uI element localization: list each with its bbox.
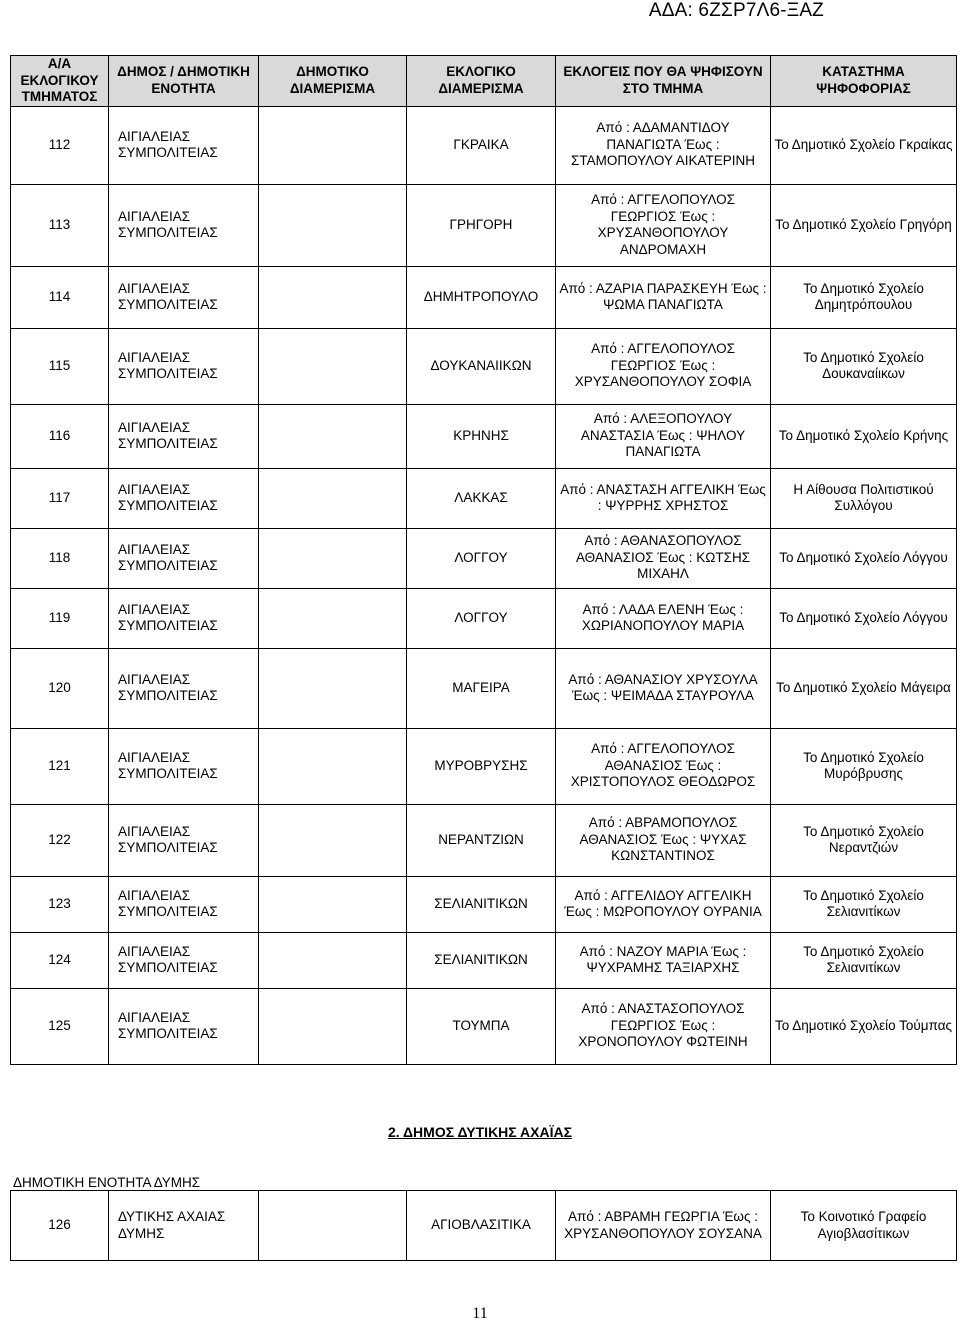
polling-stations-table [10, 55, 957, 1065]
voters-range-cell: Από : ΑΒΡΑΜΗ ΓΕΩΡΓΙΑ Έως : ΧΡΥΣΑΝΘΟΠΟΥΛΟΥ ΣΟΥΣΑΝΑ [556, 1191, 771, 1261]
municipality-cell: ΑΙΓΙΑΛΕΙΑΣ ΣΥΜΠΟΛΙΤΕΙΑΣ [109, 728, 259, 804]
table-row [11, 328, 957, 404]
voters-range-cell: Από : ΑΝΑΣΤΑΣΗ ΑΓΓΕΛΙΚΗ Έως : ΨΥΡΡΗΣ ΧΡΗΣΤΟΣ [556, 468, 771, 528]
header-cell: ΕΚΛΟΓΕΙΣ ΠΟΥ ΘΑ ΨΗΦΙΣΟΥΝ ΣΤΟ ΤΜΗΜΑ [556, 56, 771, 107]
section-number: 119 [11, 588, 109, 648]
polling-station-cell: Το Δημοτικό Σχολείο Γρηγόρη [771, 184, 957, 266]
polling-station-cell: Το Δημοτικό Σχολείο Γκραίκας [771, 106, 957, 184]
polling-stations-table-2 [10, 1190, 957, 1261]
district-cell [259, 328, 407, 404]
district-cell [259, 528, 407, 588]
electoral-district-cell: ΛΟΓΓΟΥ [407, 528, 556, 588]
section-number: 118 [11, 528, 109, 588]
section-number: 113 [11, 184, 109, 266]
municipality-cell: ΑΙΓΙΑΛΕΙΑΣ ΣΥΜΠΟΛΙΤΕΙΑΣ [109, 528, 259, 588]
voters-range-cell: Από : ΑΛΕΞΟΠΟΥΛΟΥ ΑΝΑΣΤΑΣΙΑ Έως : ΨΗΛΟΥ ΠΑΝΑΓΙΩΤΑ [556, 404, 771, 468]
polling-station-cell: Το Δημοτικό Σχολείο Λόγγου [771, 588, 957, 648]
polling-station-cell: Το Δημοτικό Σχολείο Τούμπας [771, 988, 957, 1064]
section-number: 117 [11, 468, 109, 528]
voters-range-cell: Από : ΑΓΓΕΛΟΠΟΥΛΟΣ ΓΕΩΡΓΙΟΣ Έως : ΧΡΥΣΑΝΘΟΠΟΥΛΟΥ ΣΟΦΙΑ [556, 328, 771, 404]
electoral-district-cell: ΣΕΛΙΑΝΙΤΙΚΩΝ [407, 876, 556, 932]
section-number: 122 [11, 804, 109, 876]
table-row [11, 184, 957, 266]
district-cell [259, 988, 407, 1064]
district-cell [259, 184, 407, 266]
district-cell [259, 804, 407, 876]
electoral-district-cell: ΝΕΡΑΝΤΖΙΩΝ [407, 804, 556, 876]
table-row [11, 648, 957, 728]
table-row [11, 106, 957, 184]
voters-range-cell: Από : ΑΓΓΕΛΟΠΟΥΛΟΣ ΑΘΑΝΑΣΙΟΣ Έως : ΧΡΙΣΤΟΠΟΥΛΟΣ ΘΕΟΔΩΡΟΣ [556, 728, 771, 804]
voters-range-cell: Από : ΑΓΓΕΛΙΔΟΥ ΑΓΓΕΛΙΚΗ Έως : ΜΩΡΟΠΟΥΛΟΥ ΟΥΡΑΝΙΑ [556, 876, 771, 932]
table-row [11, 1191, 957, 1261]
voters-range-cell: Από : ΑΒΡΑΜΟΠΟΥΛΟΣ ΑΘΑΝΑΣΙΟΣ Έως : ΨΥΧΑΣ ΚΩΝΣΤΑΝΤΙΝΟΣ [556, 804, 771, 876]
polling-station-cell: Το Δημοτικό Σχολείο Δημητρόπουλου [771, 266, 957, 328]
polling-station-cell: Το Δημοτικό Σχολείο Νεραντζιών [771, 804, 957, 876]
electoral-district-cell: ΔΗΜΗΤΡΟΠΟΥΛΟ [407, 266, 556, 328]
polling-station-cell: Το Δημοτικό Σχολείο Κρήνης [771, 404, 957, 468]
voters-range-cell: Από : ΑΔΑΜΑΝΤΙΔΟΥ ΠΑΝΑΓΙΩΤΑ Έως : ΣΤΑΜΟΠΟΥΛΟΥ ΑΙΚΑΤΕΡΙΝΗ [556, 106, 771, 184]
section-number: 112 [11, 106, 109, 184]
district-cell [259, 876, 407, 932]
electoral-district-cell: ΓΚΡΑΙΚΑ [407, 106, 556, 184]
table-row [11, 404, 957, 468]
section-number: 120 [11, 648, 109, 728]
table-row [11, 728, 957, 804]
electoral-district-cell: ΑΓΙΟΒΛΑΣΙΤΙΚΑ [407, 1191, 556, 1261]
section-number: 124 [11, 932, 109, 988]
section-number: 114 [11, 266, 109, 328]
electoral-district-cell: ΣΕΛΙΑΝΙΤΙΚΩΝ [407, 932, 556, 988]
district-cell [259, 106, 407, 184]
section-number: 116 [11, 404, 109, 468]
ada-code: ΑΔΑ: 6ΖΣΡ7Λ6-ΞΑΖ [648, 0, 824, 21]
section-number: 115 [11, 328, 109, 404]
table-row [11, 468, 957, 528]
table-row [11, 588, 957, 648]
district-cell [259, 468, 407, 528]
electoral-district-cell: ΛΑΚΚΑΣ [407, 468, 556, 528]
voters-range-cell: Από : ΑΓΓΕΛΟΠΟΥΛΟΣ ΓΕΩΡΓΙΟΣ Έως : ΧΡΥΣΑΝΘΟΠΟΥΛΟΥ ΑΝΔΡΟΜΑΧΗ [556, 184, 771, 266]
voters-range-cell: Από : ΝΑΖΟΥ ΜΑΡΙΑ Έως : ΨΥΧΡΑΜΗΣ ΤΑΞΙΑΡΧΗΣ [556, 932, 771, 988]
district-cell [259, 648, 407, 728]
electoral-district-cell: ΜΥΡΟΒΡΥΣΗΣ [407, 728, 556, 804]
polling-station-cell: Το Δημοτικό Σχολείο Δουκαναίικων [771, 328, 957, 404]
header-cell: ΚΑΤΑΣΤΗΜΑ ΨΗΦΟΦΟΡΙΑΣ [771, 56, 957, 107]
table-row [11, 932, 957, 988]
polling-station-cell: Το Δημοτικό Σχολείο Σελιανιτίκων [771, 932, 957, 988]
polling-station-cell: Το Δημοτικό Σχολείο Λόγγου [771, 528, 957, 588]
section-number: 121 [11, 728, 109, 804]
district-cell [259, 588, 407, 648]
polling-station-cell: Το Δημοτικό Σχολείο Μάγειρα [771, 648, 957, 728]
municipality-cell: ΑΙΓΙΑΛΕΙΑΣ ΣΥΜΠΟΛΙΤΕΙΑΣ [109, 804, 259, 876]
polling-station-cell: Το Δημοτικό Σχολείο Σελιανιτίκων [771, 876, 957, 932]
section-title: 2. ΔΗΜΟΣ ΔΥΤΙΚΗΣ ΑΧΑΪΑΣ [387, 1124, 573, 1140]
polling-station-cell: Το Κοινοτικό Γραφείο Αγιοβλασίτικων [771, 1191, 957, 1261]
page-number: 11 [472, 1305, 488, 1322]
voters-range-cell: Από : ΑΘΑΝΑΣΙΟΥ ΧΡΥΣΟΥΛΑ Έως : ΨΕΙΜΑΔΑ ΣΤΑΥΡΟΥΛΑ [556, 648, 771, 728]
municipality-cell: ΑΙΓΙΑΛΕΙΑΣ ΣΥΜΠΟΛΙΤΕΙΑΣ [109, 404, 259, 468]
voters-range-cell: Από : ΑΘΑΝΑΣΟΠΟΥΛΟΣ ΑΘΑΝΑΣΙΟΣ Έως : ΚΩΤΣΗΣ ΜΙΧΑΗΛ [556, 528, 771, 588]
table-row [11, 876, 957, 932]
district-cell [259, 728, 407, 804]
polling-station-cell: Το Δημοτικό Σχολείο Μυρόβρυσης [771, 728, 957, 804]
header-cell: ΔΗΜΟΣ / ΔΗΜΟΤΙΚΗ ΕΝΟΤΗΤΑ [109, 56, 259, 107]
municipality-cell: ΔΥΤΙΚΗΣ ΑΧΑΙΑΣ ΔΥΜΗΣ [109, 1191, 259, 1261]
header-cell: Α/Α ΕΚΛΟΓΙΚΟΥ ΤΜΗΜΑΤΟΣ [11, 56, 109, 107]
municipality-cell: ΑΙΓΙΑΛΕΙΑΣ ΣΥΜΠΟΛΙΤΕΙΑΣ [109, 106, 259, 184]
table-header-row [11, 56, 957, 107]
district-cell [259, 266, 407, 328]
electoral-district-cell: ΜΑΓΕΙΡΑ [407, 648, 556, 728]
table-row [11, 988, 957, 1064]
section-number: 123 [11, 876, 109, 932]
municipality-cell: ΑΙΓΙΑΛΕΙΑΣ ΣΥΜΠΟΛΙΤΕΙΑΣ [109, 266, 259, 328]
electoral-district-cell: ΤΟΥΜΠΑ [407, 988, 556, 1064]
district-cell [259, 404, 407, 468]
voters-range-cell: Από : ΑΝΑΣΤΑΣΟΠΟΥΛΟΣ ΓΕΩΡΓΙΟΣ Έως : ΧΡΟΝΟΠΟΥΛΟΥ ΦΩΤΕΙΝΗ [556, 988, 771, 1064]
district-cell [259, 1191, 407, 1261]
table-row [11, 528, 957, 588]
municipality-cell: ΑΙΓΙΑΛΕΙΑΣ ΣΥΜΠΟΛΙΤΕΙΑΣ [109, 328, 259, 404]
header-cell: ΕΚΛΟΓΙΚΟ ΔΙΑΜΕΡΙΣΜΑ [407, 56, 556, 107]
table-row [11, 266, 957, 328]
electoral-district-cell: ΔΟΥΚΑΝΑΙΙΚΩΝ [407, 328, 556, 404]
municipal-unit-title: ΔΗΜΟΤΙΚΗ ΕΝΟΤΗΤΑ ΔΥΜΗΣ [13, 1175, 201, 1190]
district-cell [259, 932, 407, 988]
municipality-cell: ΑΙΓΙΑΛΕΙΑΣ ΣΥΜΠΟΛΙΤΕΙΑΣ [109, 876, 259, 932]
municipality-cell: ΑΙΓΙΑΛΕΙΑΣ ΣΥΜΠΟΛΙΤΕΙΑΣ [109, 184, 259, 266]
section-number: 126 [11, 1191, 109, 1261]
voters-range-cell: Από : ΑΖΑΡΙΑ ΠΑΡΑΣΚΕΥΗ Έως : ΨΩΜΑ ΠΑΝΑΓΙΩΤΑ [556, 266, 771, 328]
electoral-district-cell: ΛΟΓΓΟΥ [407, 588, 556, 648]
polling-station-cell: Η Αίθουσα Πολιτιστικού Συλλόγου [771, 468, 957, 528]
header-cell: ΔΗΜΟΤΙΚΟ ΔΙΑΜΕΡΙΣΜΑ [259, 56, 407, 107]
municipality-cell: ΑΙΓΙΑΛΕΙΑΣ ΣΥΜΠΟΛΙΤΕΙΑΣ [109, 932, 259, 988]
electoral-district-cell: ΓΡΗΓΟΡΗ [407, 184, 556, 266]
municipality-cell: ΑΙΓΙΑΛΕΙΑΣ ΣΥΜΠΟΛΙΤΕΙΑΣ [109, 988, 259, 1064]
municipality-cell: ΑΙΓΙΑΛΕΙΑΣ ΣΥΜΠΟΛΙΤΕΙΑΣ [109, 648, 259, 728]
table-row [11, 804, 957, 876]
voters-range-cell: Από : ΛΑΔΑ ΕΛΕΝΗ Έως : ΧΩΡΙΑΝΟΠΟΥΛΟΥ ΜΑΡΙΑ [556, 588, 771, 648]
electoral-district-cell: ΚΡΗΝΗΣ [407, 404, 556, 468]
municipality-cell: ΑΙΓΙΑΛΕΙΑΣ ΣΥΜΠΟΛΙΤΕΙΑΣ [109, 588, 259, 648]
municipality-cell: ΑΙΓΙΑΛΕΙΑΣ ΣΥΜΠΟΛΙΤΕΙΑΣ [109, 468, 259, 528]
section-number: 125 [11, 988, 109, 1064]
